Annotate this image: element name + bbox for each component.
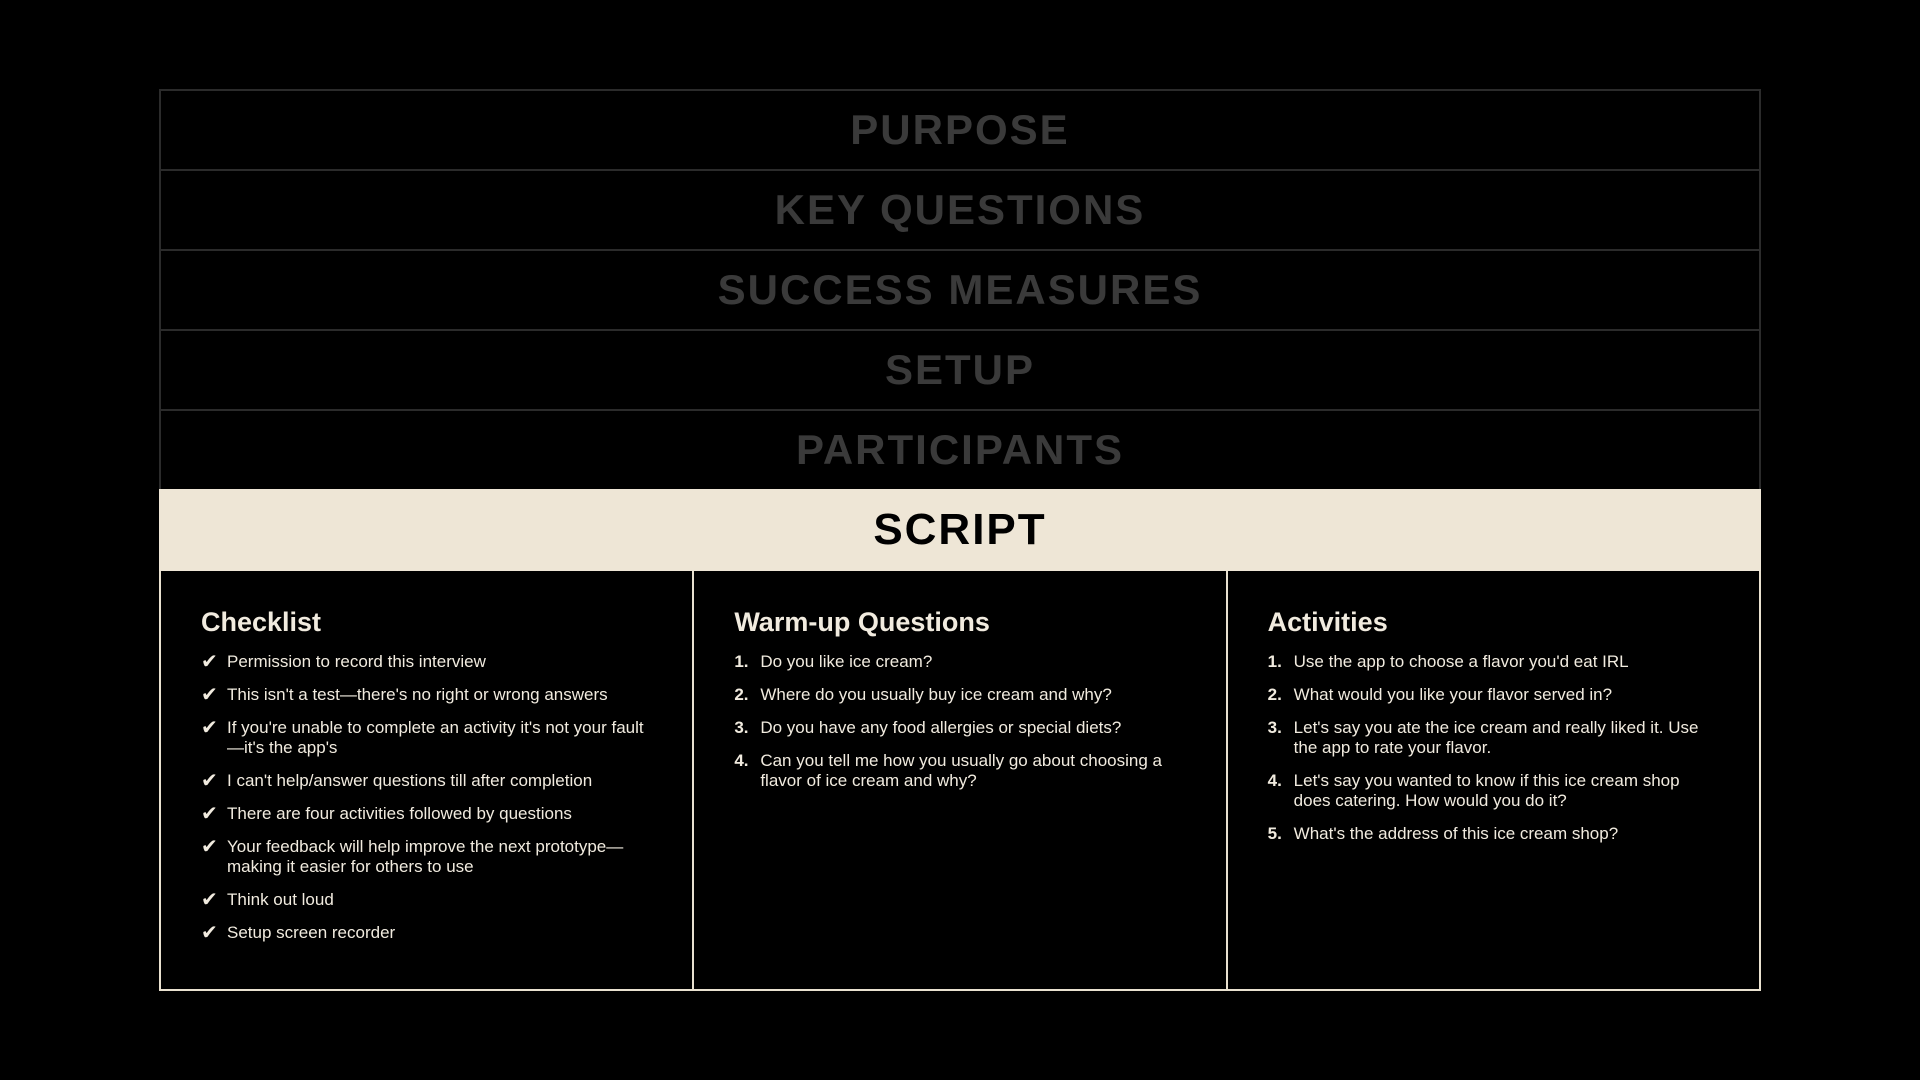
checklist-item-text: Permission to record this interview	[227, 652, 486, 671]
check-icon: ✔	[201, 770, 218, 792]
activity-item-text: Let's say you ate the ice cream and really liked it. Use the app to rate your flavor.	[1293, 718, 1699, 757]
section-key-questions[interactable]	[159, 169, 1761, 249]
item-number: 1.	[734, 652, 749, 671]
check-icon: ✔	[201, 717, 218, 739]
activity-item	[1268, 718, 1719, 758]
item-number: 5.	[1267, 824, 1282, 843]
checklist-item	[201, 685, 652, 705]
activity-item-text: What would you like your flavor served in?	[1293, 685, 1613, 704]
section-title: SUCCESS MEASURES	[717, 266, 1203, 313]
warmup-item	[734, 685, 1185, 705]
item-number: 4.	[734, 751, 749, 770]
checklist-item-text: If you're unable to complete an activity it's not your fault—it's the app's	[227, 718, 644, 757]
checklist-item	[201, 804, 652, 824]
section-success-measures[interactable]	[159, 249, 1761, 329]
warmup-heading: Warm-up Questions	[734, 607, 990, 637]
script-columns	[159, 571, 1761, 991]
checklist-item	[201, 771, 652, 791]
item-number: 2.	[1267, 685, 1282, 704]
check-icon: ✔	[201, 836, 218, 858]
check-icon: ✔	[201, 651, 218, 673]
section-title: SETUP	[884, 346, 1036, 393]
activities-list	[1268, 652, 1719, 844]
item-number: 2.	[734, 685, 749, 704]
activity-item-text: Let's say you wanted to know if this ice cream shop does catering. How would you do it?	[1293, 771, 1680, 810]
active-section-title: SCRIPT	[873, 505, 1047, 554]
warmup-item	[734, 751, 1185, 791]
checklist-item-text: Setup screen recorder	[227, 923, 396, 942]
checklist-item-text: Your feedback will help improve the next prototype—making it easier for others to use	[227, 837, 624, 876]
activity-item	[1268, 824, 1719, 844]
checklist-item-text: There are four activities followed by questions	[227, 804, 572, 823]
activity-item-text: What's the address of this ice cream shop?	[1293, 824, 1619, 843]
activity-item	[1268, 685, 1719, 705]
research-plan-board	[159, 89, 1761, 991]
activity-item	[1268, 652, 1719, 672]
check-icon: ✔	[201, 889, 218, 911]
checklist-item	[201, 890, 652, 910]
check-icon: ✔	[201, 803, 218, 825]
checklist-item	[201, 837, 652, 877]
section-title: PARTICIPANTS	[795, 426, 1125, 473]
section-purpose[interactable]	[159, 89, 1761, 169]
checklist-list	[201, 652, 652, 943]
section-participants[interactable]	[159, 409, 1761, 489]
warmup-item	[734, 652, 1185, 672]
item-number: 4.	[1267, 771, 1282, 790]
item-number: 3.	[1267, 718, 1282, 737]
checklist-panel	[159, 571, 694, 991]
checklist-item	[201, 652, 652, 672]
warmup-list	[734, 652, 1185, 791]
section-setup[interactable]	[159, 329, 1761, 409]
item-number: 1.	[1267, 652, 1282, 671]
check-icon: ✔	[201, 922, 218, 944]
checklist-heading: Checklist	[201, 607, 322, 637]
section-script-active[interactable]	[159, 489, 1761, 571]
activity-item	[1268, 771, 1719, 811]
warmup-item-text: Do you like ice cream?	[760, 652, 933, 671]
check-icon: ✔	[201, 684, 218, 706]
item-number: 3.	[734, 718, 749, 737]
warmup-item-text: Can you tell me how you usually go about choosing a flavor of ice cream and why?	[760, 751, 1162, 790]
warmup-item	[734, 718, 1185, 738]
activities-panel	[1228, 571, 1761, 991]
checklist-item-text: I can't help/answer questions till after completion	[227, 771, 593, 790]
section-title: PURPOSE	[850, 106, 1070, 153]
checklist-item	[201, 718, 652, 758]
section-title: KEY QUESTIONS	[774, 186, 1146, 233]
warmup-panel	[694, 571, 1227, 991]
warmup-item-text: Do you have any food allergies or special diets?	[760, 718, 1122, 737]
checklist-item-text: Think out loud	[227, 890, 334, 909]
checklist-item-text: This isn't a test—there's no right or wrong answers	[227, 685, 608, 704]
activity-item-text: Use the app to choose a flavor you'd eat IRL	[1293, 652, 1629, 671]
checklist-item	[201, 923, 652, 943]
warmup-item-text: Where do you usually buy ice cream and why?	[760, 685, 1112, 704]
activities-heading: Activities	[1267, 607, 1388, 637]
